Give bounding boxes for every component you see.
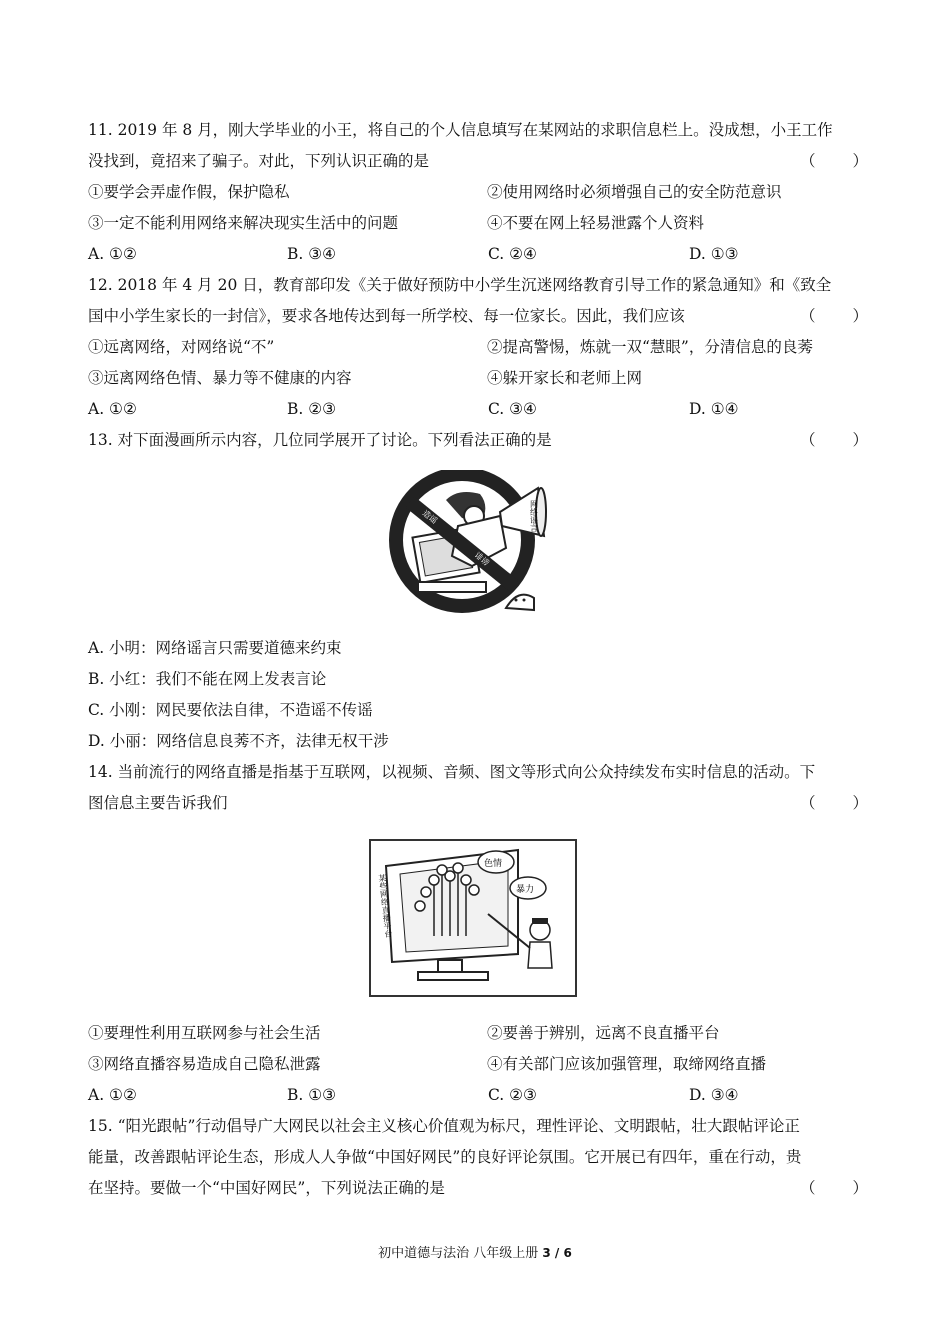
q14-item-3: ③网络直播容易造成自己隐私泄露	[88, 1055, 321, 1073]
q13-option-a: A. 小明：网络谣言只需要道德来约束	[88, 639, 342, 657]
q11-option-a: A. ①②	[88, 245, 137, 263]
q14-option-a: A. ①②	[88, 1086, 137, 1104]
q12-option-d: D. ①④	[689, 400, 739, 418]
rumor-prohibition-cartoon	[388, 470, 560, 620]
q13-answer-paren: （ ）	[800, 431, 871, 449]
q12-item-4: ④躲开家长和老师上网	[487, 369, 643, 387]
q12-option-b: B. ②③	[287, 400, 337, 418]
q14-option-b: B. ①③	[287, 1086, 337, 1104]
bubble-1-label: 色情	[484, 859, 503, 869]
q12-option-c: C. ③④	[488, 400, 537, 418]
q15-stem-line1: 15. “阳光跟帖”行动倡导广大网民以社会主义核心价值观为标尺，理性评论、文明跟帖，壮大跟帖评论正	[88, 1117, 800, 1135]
q15-stem-line3: 在坚持。要做一个“中国好网民”，下列说法正确的是	[88, 1179, 445, 1197]
footer-title: 初中道德与法治 八年级上册	[378, 1246, 543, 1261]
q14-option-c: C. ②③	[488, 1086, 537, 1104]
q11-item-1: ①要学会弄虚作假，保护隐私	[88, 183, 290, 201]
q11-item-3: ③一定不能利用网络来解决现实生活中的问题	[88, 214, 399, 232]
q15-answer-paren: （ ）	[800, 1179, 871, 1197]
q11-option-c: C. ②④	[488, 245, 537, 263]
q14-item-1: ①要理性利用互联网参与社会生活	[88, 1024, 321, 1042]
q14-answer-paren: （ ）	[800, 794, 871, 812]
live-streaming-cartoon	[368, 826, 580, 998]
q12-item-3: ③远离网络色情、暴力等不健康的内容	[88, 369, 352, 387]
q11-option-d: D. ①③	[689, 245, 739, 263]
q14-item-2: ②要善于辨别，远离不良直播平台	[487, 1024, 720, 1042]
page-footer	[0, 1244, 950, 1263]
q13-option-c: C. 小刚：网民要依法自律，不造谣不传谣	[88, 701, 373, 719]
q11-item-2: ②使用网络时必须增强自己的安全防范意识	[487, 183, 782, 201]
q14-item-4: ④有关部门应该加强管理，取缔网络直播	[487, 1055, 767, 1073]
q13-stem: 13. 对下面漫画所示内容，几位同学展开了讨论。下列看法正确的是	[88, 431, 552, 449]
q12-stem-line2: 国中小学生家长的一封信》，要求各地传达到每一所学校、每一位家长。因此，我们应该	[88, 307, 685, 325]
page-number: 3 / 6	[542, 1246, 572, 1260]
q12-option-a: A. ①②	[88, 400, 137, 418]
q12-item-1: ①远离网络，对网络说“不”	[88, 338, 275, 356]
bubble-2-label: 暴力	[516, 885, 535, 895]
small-face-icon	[506, 595, 534, 610]
q11-stem-line2: 没找到，竟招来了骗子。对此，下列认识正确的是	[88, 152, 430, 170]
sash-label-2: 诽谤	[472, 550, 491, 568]
q12-item-2: ②提高警惕，炼就一双“慧眼”，分清信息的良莠	[487, 338, 813, 356]
q15-stem-line2: 能量，改善跟帖评论生态，形成人人争做“中国好网民”的良好评论氛围。它开展已有四年，重在行动，贵	[88, 1148, 802, 1166]
q11-item-4: ④不要在网上轻易泄露个人资料	[487, 214, 705, 232]
q14-stem-line2: 图信息主要告诉我们	[88, 794, 228, 812]
q12-stem-line1: 12. 2018 年 4 月 20 日，教育部印发《关于做好预防中小学生沉迷网络教育引导工作的紧急通知》和《致全	[88, 276, 832, 294]
q13-option-b: B. 小红：我们不能在网上发表言论	[88, 670, 327, 688]
sash-label-1: 造谣	[420, 508, 439, 526]
q11-stem-line1: 11. 2019 年 8 月，刚大学毕业的小王，将自己的个人信息填写在某网站的求职信息栏上。没成想，小王工作	[88, 121, 833, 139]
q14-option-d: D. ③④	[689, 1086, 739, 1104]
q13-option-d: D. 小丽：网络信息良莠不齐，法律无权干涉	[88, 732, 389, 750]
megaphone-sign: 网络谣言	[529, 500, 539, 532]
screen-label: 某些网络直播平台	[377, 873, 394, 939]
q12-answer-paren: （ ）	[800, 307, 871, 325]
q11-option-b: B. ③④	[287, 245, 337, 263]
q14-stem-line1: 14. 当前流行的网络直播是指基于互联网，以视频、音频、图文等形式向公众持续发布实时信息的活动。下	[88, 763, 816, 781]
q11-answer-paren: （ ）	[800, 152, 871, 170]
